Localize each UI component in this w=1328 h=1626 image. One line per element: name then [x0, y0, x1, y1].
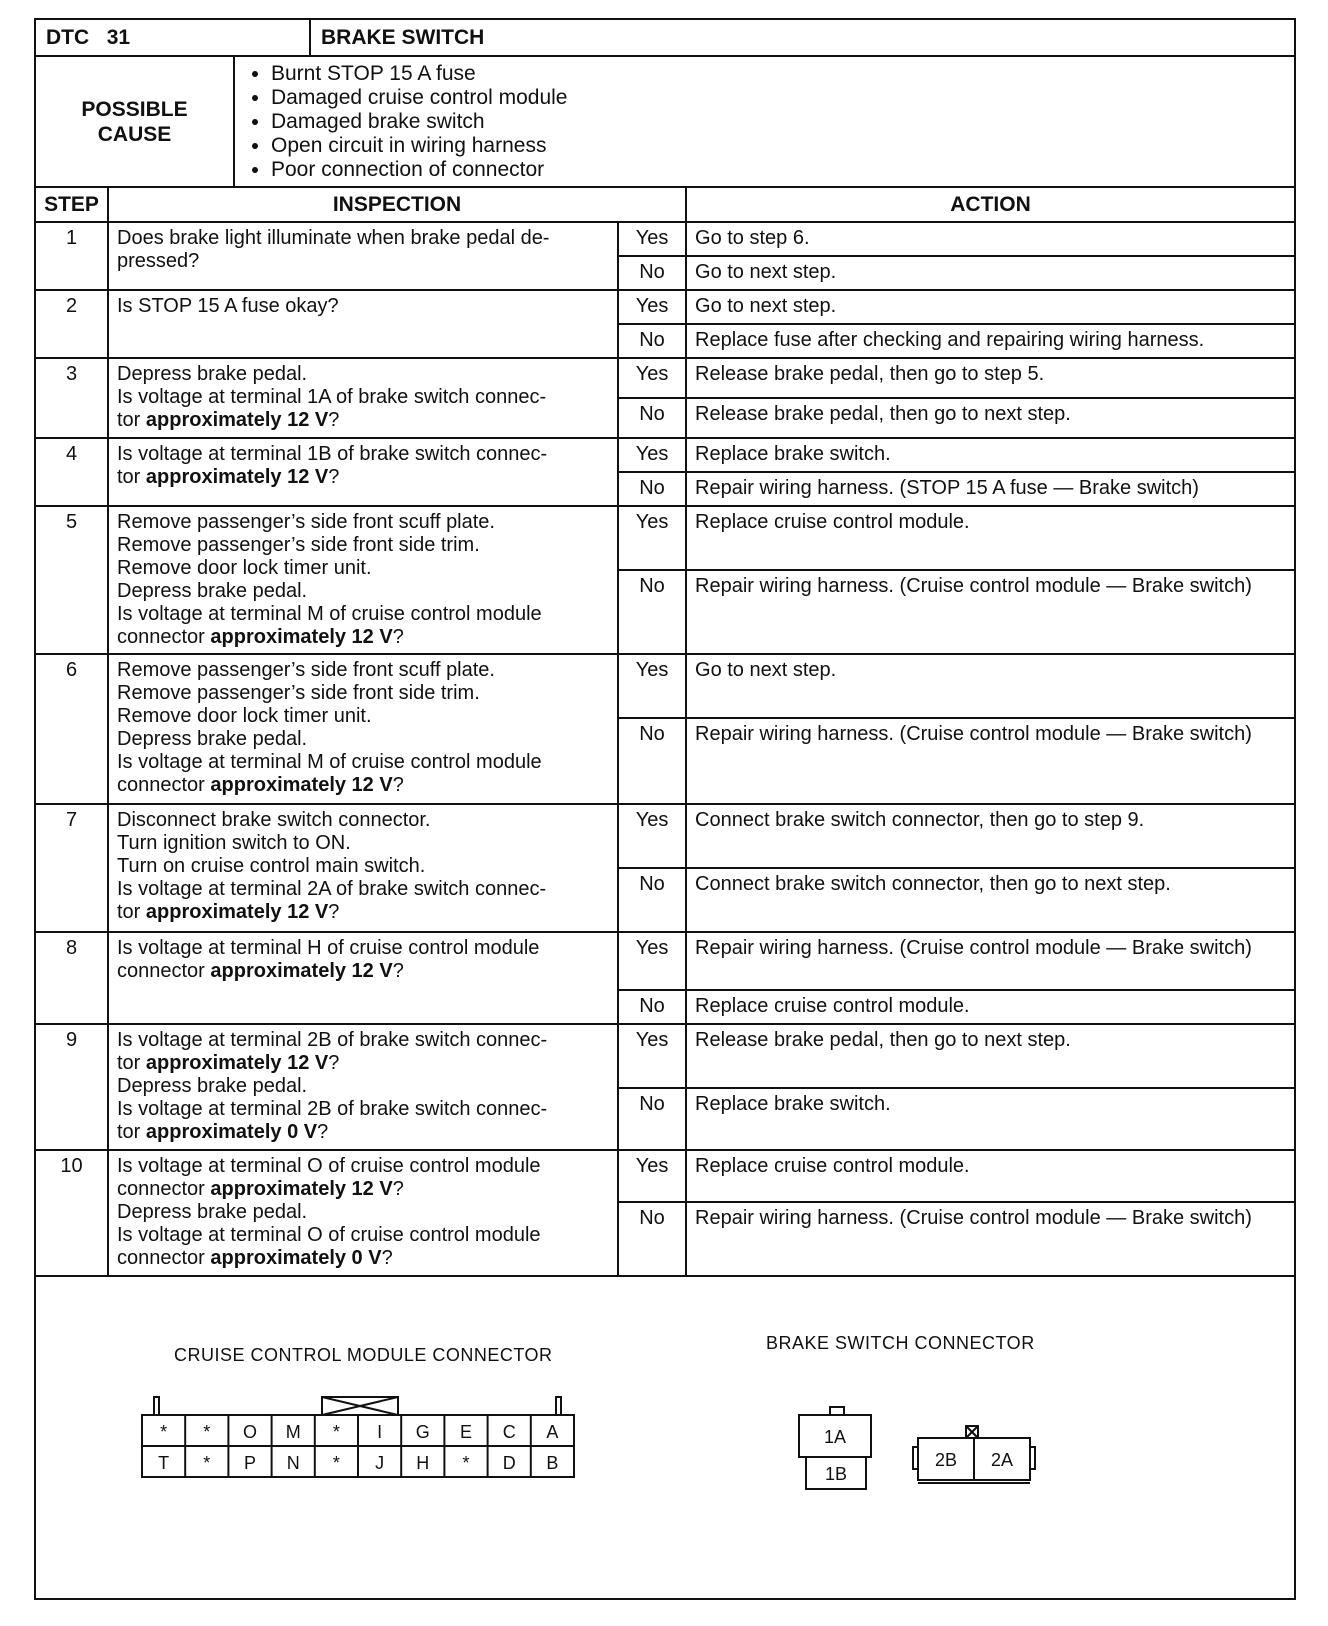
no-action: Release brake pedal, then go to next step. — [686, 398, 1294, 438]
yes-label: Yes — [618, 222, 686, 256]
cruise-terminal: N — [286, 1453, 300, 1473]
cruise-terminal: P — [243, 1453, 257, 1473]
inspection-text: Is STOP 15 A fuse okay? — [108, 290, 618, 358]
terminal-1b: 1B — [824, 1464, 848, 1484]
cruise-terminal: * — [332, 1422, 340, 1442]
cruise-terminal: * — [332, 1453, 340, 1473]
cause-item: • Damaged cruise control module — [271, 86, 1286, 110]
terminal-2b: 2B — [934, 1450, 958, 1470]
step-number: 7 — [36, 804, 108, 932]
cruise-terminal: E — [459, 1422, 473, 1442]
possible-cause-section — [36, 57, 1294, 188]
step-number: 4 — [36, 438, 108, 506]
inspection-table — [36, 188, 1294, 1277]
no-action: Replace cruise control module. — [686, 990, 1294, 1024]
inspection-text: Remove passenger’s side front scuff plate. Remove passenger’s side front side trim. Remove door lock timer unit. Depress brake pedal. Is voltage at terminal M of cruise control module connector approximately 12 V? — [108, 654, 618, 804]
yes-action: Release brake pedal, then go to step 5. — [686, 358, 1294, 398]
dtc-label: DTC — [46, 25, 90, 49]
cruise-terminal: J — [375, 1453, 385, 1473]
cause-item: • Burnt STOP 15 A fuse — [271, 62, 1286, 86]
dtc-header — [36, 20, 1294, 57]
no-action: Go to next step. — [686, 256, 1294, 290]
step-row — [36, 358, 1294, 398]
step-row — [36, 804, 1294, 868]
cruise-terminal: * — [203, 1422, 211, 1442]
cruise-terminal: B — [546, 1453, 559, 1473]
no-label: No — [618, 570, 686, 654]
cruise-terminal: G — [415, 1422, 430, 1442]
step-row — [36, 222, 1294, 256]
no-label: No — [618, 718, 686, 804]
connector-drawing — [36, 1277, 1294, 1547]
no-label: No — [618, 472, 686, 506]
cruise-left-tab — [154, 1397, 159, 1415]
cruise-terminal: A — [546, 1422, 559, 1442]
no-label: No — [618, 990, 686, 1024]
step-row — [36, 1024, 1294, 1088]
yes-label: Yes — [618, 438, 686, 472]
yes-action: Replace brake switch. — [686, 438, 1294, 472]
no-label: No — [618, 398, 686, 438]
no-action: Connect brake switch connector, then go to next step. — [686, 868, 1294, 932]
harness-left-lock — [913, 1447, 918, 1469]
harness-right-lock — [1030, 1447, 1035, 1469]
yes-action: Go to next step. — [686, 654, 1294, 718]
terminal-2a: 2A — [990, 1450, 1014, 1470]
inspection-text: Is voltage at terminal 1B of brake switch connec- tor approximately 12 V? — [108, 438, 618, 506]
step-number: 2 — [36, 290, 108, 358]
yes-action: Repair wiring harness. (Cruise control module — Brake switch) — [686, 932, 1294, 990]
cruise-terminal: * — [462, 1453, 470, 1473]
inspection-header: INSPECTION — [108, 188, 686, 222]
dtc-sheet — [34, 18, 1296, 1600]
cruise-terminal: T — [158, 1453, 170, 1473]
no-label: No — [618, 324, 686, 358]
step-row — [36, 1150, 1294, 1202]
cruise-connector-label: CRUISE CONTROL MODULE CONNECTOR — [174, 1345, 553, 1365]
cause-item: • Poor connection of connector — [271, 158, 1286, 182]
yes-action: Release brake pedal, then go to next step. — [686, 1024, 1294, 1088]
yes-label: Yes — [618, 358, 686, 398]
cruise-terminal: I — [377, 1422, 383, 1442]
inspection-text: Remove passenger’s side front scuff plate. Remove passenger’s side front side trim. Remove door lock timer unit. Depress brake pedal. Is voltage at terminal M of cruise control module connector approximately 12 V? — [108, 506, 618, 654]
yes-action: Connect brake switch connector, then go to step 9. — [686, 804, 1294, 868]
inspection-text: Is voltage at terminal 2B of brake switch connec- tor approximately 12 V? Depress brake pedal. Is voltage at terminal 2B of brake switch connec- tor approximately 0 V? — [108, 1024, 618, 1150]
cause-item: • Damaged brake switch — [271, 110, 1286, 134]
cruise-terminal: * — [203, 1453, 211, 1473]
yes-label: Yes — [618, 1150, 686, 1202]
step-number: 3 — [36, 358, 108, 438]
terminal-1a: 1A — [823, 1427, 847, 1447]
step-row — [36, 932, 1294, 990]
yes-label: Yes — [618, 290, 686, 324]
step-number: 1 — [36, 222, 108, 290]
no-label: No — [618, 256, 686, 290]
no-label: No — [618, 1088, 686, 1150]
step-number: 5 — [36, 506, 108, 654]
cruise-terminal: C — [502, 1422, 516, 1442]
brake-switch-tab — [830, 1407, 844, 1415]
step-row — [36, 506, 1294, 570]
no-action: Repair wiring harness. (STOP 15 A fuse — Brake switch) — [686, 472, 1294, 506]
brake-connector-label: BRAKE SWITCH CONNECTOR — [766, 1333, 1035, 1353]
step-header: STEP — [36, 188, 108, 222]
yes-action: Replace cruise control module. — [686, 1150, 1294, 1202]
inspection-text: Disconnect brake switch connector. Turn ignition switch to ON. Turn on cruise control main switch. Is voltage at terminal 2A of brake switch connec- tor approximately 12 V? — [108, 804, 618, 932]
step-row — [36, 290, 1294, 324]
possible-cause-list — [234, 57, 1294, 187]
possible-cause-label: POSSIBLE CAUSE — [36, 57, 234, 187]
no-label: No — [618, 868, 686, 932]
cruise-terminal: O — [242, 1422, 258, 1442]
yes-action: Go to next step. — [686, 290, 1294, 324]
step-row — [36, 438, 1294, 472]
yes-label: Yes — [618, 1024, 686, 1088]
step-number: 10 — [36, 1150, 108, 1276]
connector-diagrams — [36, 1277, 1294, 1547]
cruise-terminal: * — [160, 1422, 168, 1442]
cause-item: • Open circuit in wiring harness — [271, 134, 1286, 158]
cruise-terminal: H — [416, 1453, 430, 1473]
yes-label: Yes — [618, 654, 686, 718]
step-row — [36, 654, 1294, 718]
cruise-right-tab — [556, 1397, 561, 1415]
step-number: 8 — [36, 932, 108, 1024]
no-action: Replace brake switch. — [686, 1088, 1294, 1150]
no-action: Repair wiring harness. (Cruise control module — Brake switch) — [686, 570, 1294, 654]
inspection-text: Does brake light illuminate when brake pedal de- pressed? — [108, 222, 618, 290]
yes-action: Go to step 6. — [686, 222, 1294, 256]
no-action: Repair wiring harness. (Cruise control module — Brake switch) — [686, 718, 1294, 804]
yes-label: Yes — [618, 506, 686, 570]
step-number: 6 — [36, 654, 108, 804]
no-action: Replace fuse after checking and repairing wiring harness. — [686, 324, 1294, 358]
action-header: ACTION — [686, 188, 1294, 222]
yes-label: Yes — [618, 804, 686, 868]
step-number: 9 — [36, 1024, 108, 1150]
cruise-terminal: D — [502, 1453, 516, 1473]
no-label: No — [618, 1202, 686, 1276]
yes-label: Yes — [618, 932, 686, 990]
dtc-number: 31 — [106, 25, 131, 49]
yes-action: Replace cruise control module. — [686, 506, 1294, 570]
dtc-code — [36, 20, 310, 56]
dtc-title: BRAKE SWITCH — [310, 20, 1294, 56]
inspection-text: Is voltage at terminal H of cruise control module connector approximately 12 V? — [108, 932, 618, 1024]
no-action: Repair wiring harness. (Cruise control module — Brake switch) — [686, 1202, 1294, 1276]
inspection-text: Depress brake pedal. Is voltage at terminal 1A of brake switch connec- tor approximately 12 V? — [108, 358, 618, 438]
cruise-terminal: M — [285, 1422, 301, 1442]
inspection-text: Is voltage at terminal O of cruise control module connector approximately 12 V? Depress brake pedal. Is voltage at terminal O of cruise control module connector approximately 0 V? — [108, 1150, 618, 1276]
